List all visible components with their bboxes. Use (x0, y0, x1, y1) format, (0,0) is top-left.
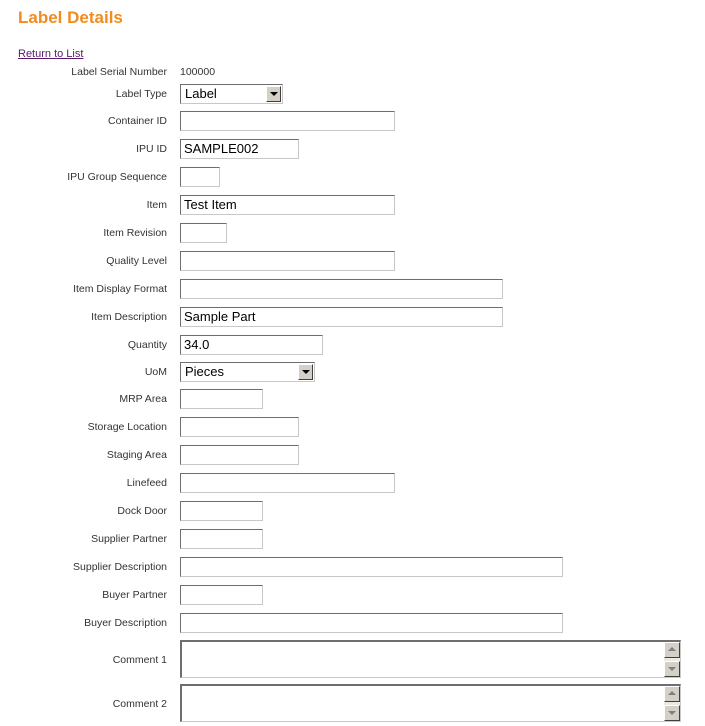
item-label: Item (146, 199, 167, 211)
buyer-description-input[interactable] (180, 613, 563, 633)
supplier-partner-input[interactable] (180, 529, 263, 549)
supplier-description-label: Supplier Description (73, 561, 167, 573)
ipu-id-input[interactable]: SAMPLE002 (180, 139, 299, 159)
supplier-partner-label: Supplier Partner (91, 533, 167, 545)
ipu-group-sequence-input[interactable] (180, 167, 220, 187)
quantity-label: Quantity (127, 339, 167, 351)
buyer-description-label: Buyer Description (84, 617, 167, 629)
scroll-down-icon[interactable] (664, 705, 680, 721)
quality-level-input[interactable] (180, 251, 395, 271)
label-type-label: Label Type (115, 88, 167, 100)
label-type-selected-value: Label (185, 86, 217, 101)
uom-select[interactable] (180, 362, 315, 382)
comment-1-scrollbar[interactable] (664, 642, 680, 677)
item-input[interactable]: Test Item (180, 195, 395, 215)
ipu-id-label: IPU ID (136, 143, 167, 155)
buyer-partner-label: Buyer Partner (102, 589, 167, 601)
item-revision-label: Item Revision (103, 227, 167, 239)
scroll-up-icon[interactable] (664, 686, 680, 702)
mrp-area-input[interactable] (180, 389, 263, 409)
item-display-format-label: Item Display Format (73, 283, 167, 295)
quantity-input[interactable]: 34.0 (180, 335, 323, 355)
linefeed-input[interactable] (180, 473, 395, 493)
label-type-select[interactable] (180, 84, 283, 104)
item-description-label: Item Description (91, 311, 167, 323)
container-id-input[interactable] (180, 111, 395, 131)
item-display-format-input[interactable] (180, 279, 503, 299)
container-id-label: Container ID (108, 115, 167, 127)
scroll-up-icon[interactable] (664, 642, 680, 658)
comment-1-label: Comment 1 (112, 654, 167, 666)
supplier-description-input[interactable] (180, 557, 563, 577)
comment-2-scrollbar[interactable] (664, 686, 680, 721)
chevron-down-icon[interactable] (266, 86, 281, 102)
comment-2-label: Comment 2 (112, 698, 167, 710)
storage-location-label: Storage Location (87, 421, 167, 433)
chevron-down-icon[interactable] (298, 364, 313, 380)
dock-door-input[interactable] (180, 501, 263, 521)
item-revision-input[interactable] (180, 223, 227, 243)
return-to-list-link[interactable]: Return to List (18, 48, 84, 60)
storage-location-input[interactable] (180, 417, 299, 437)
linefeed-label: Linefeed (126, 477, 167, 489)
page-title: Label Details (18, 8, 123, 27)
staging-area-input[interactable] (180, 445, 299, 465)
serial-number-label: Label Serial Number (71, 66, 167, 78)
uom-selected-value: Pieces (185, 364, 225, 379)
scroll-down-icon[interactable] (664, 661, 680, 677)
item-description-input[interactable]: Sample Part (180, 307, 503, 327)
uom-label: UoM (144, 366, 167, 378)
comment-2-textarea[interactable] (180, 684, 681, 722)
dock-door-label: Dock Door (117, 505, 167, 517)
serial-number-value: 100000 (180, 66, 216, 78)
staging-area-label: Staging Area (106, 449, 167, 461)
ipu-group-sequence-label: IPU Group Sequence (67, 171, 167, 183)
comment-1-textarea[interactable] (180, 640, 681, 678)
buyer-partner-input[interactable] (180, 585, 263, 605)
quality-level-label: Quality Level (106, 255, 167, 267)
mrp-area-label: MRP Area (119, 393, 167, 405)
